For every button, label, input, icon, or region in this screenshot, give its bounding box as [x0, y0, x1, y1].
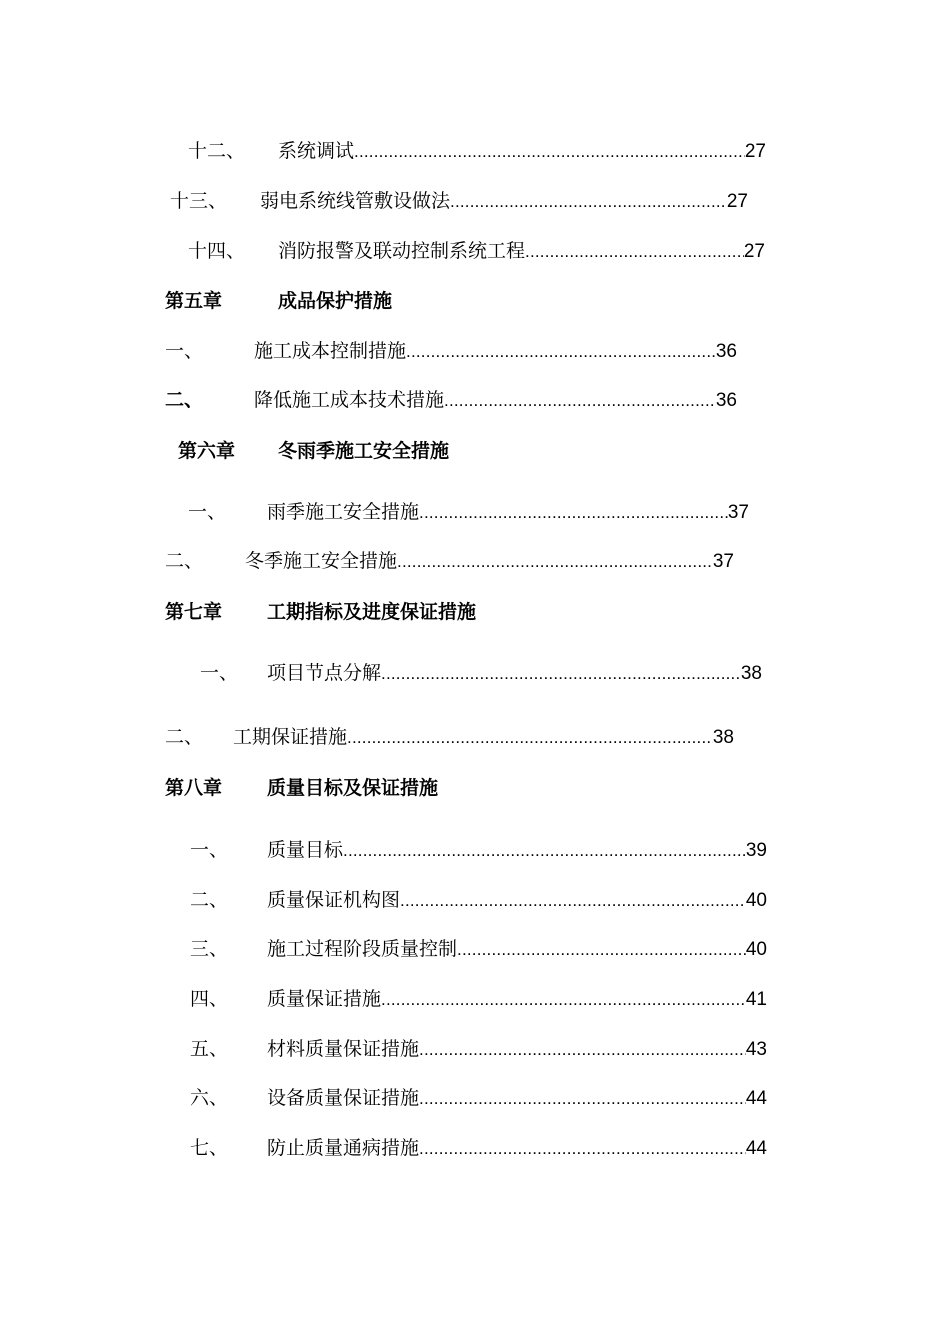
toc-entry-page: 38: [740, 663, 762, 684]
dot-leader: [381, 985, 746, 1015]
dot-leader: [381, 659, 741, 689]
toc-entry[interactable]: [170, 186, 748, 216]
toc-entry-number: 一、: [188, 501, 227, 523]
dot-leader: [419, 1134, 746, 1164]
toc-entry-title: 系统调试: [278, 140, 355, 162]
toc-entry-page: 40: [745, 939, 767, 960]
toc-entry-page: 44: [745, 1138, 767, 1159]
toc-entry[interactable]: [200, 658, 762, 688]
toc-entry-page: 27: [743, 241, 765, 262]
dot-leader: [419, 1084, 746, 1114]
toc-entry-title: 施工过程阶段质量控制: [267, 938, 458, 960]
chapter-number: 第五章: [165, 290, 223, 312]
toc-entry-number: 七、: [190, 1137, 229, 1159]
chapter-number: 第六章: [178, 440, 236, 462]
toc-entry[interactable]: [165, 336, 737, 366]
toc-entry-title: 质量保证措施: [267, 988, 382, 1010]
toc-entry-title: 消防报警及联动控制系统工程: [278, 240, 526, 262]
chapter-title: 工期指标及进度保证措施: [267, 601, 477, 623]
toc-entry-title: 质量保证机构图: [267, 889, 401, 911]
toc-entry-title: 雨季施工安全措施: [267, 501, 420, 523]
toc-entry[interactable]: [190, 934, 767, 964]
toc-entry[interactable]: [165, 722, 734, 752]
dot-leader: [450, 187, 727, 217]
toc-entry-page: 40: [745, 890, 767, 911]
toc-entry-number: 六、: [190, 1087, 229, 1109]
toc-entry-page: 27: [744, 141, 766, 162]
dot-leader: [419, 498, 728, 528]
toc-entry-number: 三、: [190, 938, 229, 960]
toc-entry-number: 五、: [190, 1038, 229, 1060]
toc-entry-title: 施工成本控制措施: [254, 340, 407, 362]
dot-leader: [347, 723, 713, 753]
toc-entry-number: 二、: [165, 550, 204, 572]
toc-entry[interactable]: [190, 835, 767, 865]
toc-entry-number: 二、: [165, 726, 204, 748]
toc-entry[interactable]: [190, 885, 767, 915]
chapter-number: 第七章: [165, 601, 223, 623]
chapter-heading[interactable]: [165, 773, 765, 803]
toc-entry-page: 36: [715, 390, 737, 411]
toc-entry-number: 四、: [190, 988, 229, 1010]
chapter-heading[interactable]: [165, 286, 765, 316]
toc-entry-page: 38: [712, 727, 734, 748]
toc-entry-number: 一、: [165, 340, 204, 362]
toc-entry-page: 37: [727, 502, 749, 523]
dot-leader: [343, 836, 746, 866]
toc-entry-title: 弱电系统线管敷设做法: [260, 190, 451, 212]
dot-leader: [354, 137, 745, 167]
toc-entry[interactable]: [188, 236, 765, 266]
toc-entry-number: 十四、: [188, 240, 246, 262]
chapter-heading[interactable]: [165, 597, 765, 627]
dot-leader: [525, 237, 744, 267]
dot-leader: [419, 1035, 746, 1065]
toc-entry[interactable]: [165, 546, 734, 576]
dot-leader: [444, 386, 716, 416]
toc-entry-number: 十二、: [188, 140, 246, 162]
chapter-title: 冬雨季施工安全措施: [278, 440, 450, 462]
toc-entry-page: 41: [745, 989, 767, 1010]
toc-entry-number: 十三、: [170, 190, 228, 212]
chapter-title: 成品保护措施: [278, 290, 393, 312]
toc-entry[interactable]: [188, 136, 766, 166]
toc-entry[interactable]: [190, 1083, 767, 1113]
toc-entry-title: 冬季施工安全措施: [245, 550, 398, 572]
chapter-number: 第八章: [165, 777, 223, 799]
toc-entry-title: 项目节点分解: [267, 662, 382, 684]
toc-entry-title: 降低施工成本技术措施: [254, 389, 445, 411]
toc-entry[interactable]: [188, 497, 749, 527]
toc-entry-page: 43: [745, 1039, 767, 1060]
chapter-heading[interactable]: [178, 436, 778, 466]
chapter-title: 质量目标及保证措施: [267, 777, 439, 799]
toc-entry[interactable]: [190, 1034, 767, 1064]
toc-entry-title: 质量目标: [267, 839, 344, 861]
toc-entry-page: 37: [712, 551, 734, 572]
toc-entry-page: 36: [715, 341, 737, 362]
toc-entry-number: 一、: [200, 662, 239, 684]
toc-entry-page: 39: [745, 840, 767, 861]
toc-entry[interactable]: [165, 385, 737, 415]
toc-entry-page: 44: [745, 1088, 767, 1109]
toc-entry[interactable]: [190, 1133, 767, 1163]
toc-entry-number: 二、: [190, 889, 229, 911]
dot-leader: [397, 547, 713, 577]
toc-entry-title: 设备质量保证措施: [267, 1087, 420, 1109]
dot-leader: [400, 886, 746, 916]
toc-entry-title: 材料质量保证措施: [267, 1038, 420, 1060]
toc-entry-page: 27: [726, 191, 748, 212]
toc-entry-title: 防止质量通病措施: [267, 1137, 420, 1159]
toc-entry[interactable]: [190, 984, 767, 1014]
toc-entry-title: 工期保证措施: [233, 726, 348, 748]
toc-entry-number: 一、: [190, 839, 229, 861]
dot-leader: [406, 337, 716, 367]
dot-leader: [457, 935, 746, 965]
toc-entry-number: 二、: [165, 389, 204, 411]
